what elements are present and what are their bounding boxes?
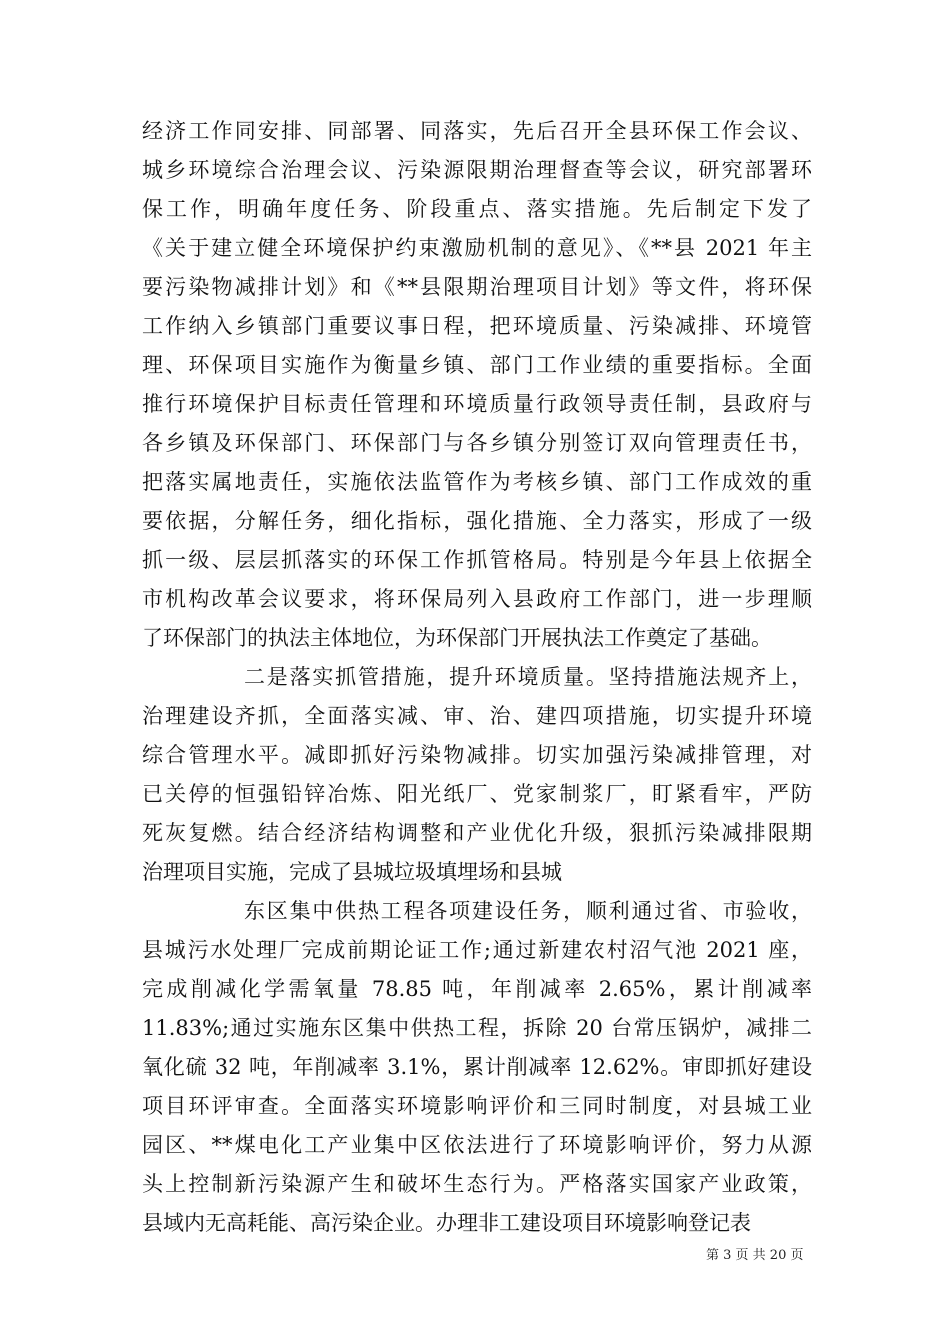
paragraph-3-line: 县域内无高耗能、高污染企业。办理非工建设项目环境影响登记表 [142,1211,751,1235]
paragraph-1-line: 经济工作同安排、同部署、同落实，先后召开全县环保工作会议、 [142,119,812,143]
paragraph-1-line: 市机构改革会议要求，将环保局列入县政府工作部门，进一步理顺 [142,587,812,611]
paragraph-2-line: 二是落实抓管措施，提升环境质量。坚持措施法规齐上， [244,665,812,689]
paragraph-1-line: 理、环保项目实施作为衡量乡镇、部门工作业绩的重要指标。全面 [142,353,812,377]
paragraph-1-line: 城乡环境综合治理会议、污染源限期治理督查等会议，研究部署环 [142,158,812,182]
paragraph-1-line: 把落实属地责任，实施依法监管作为考核乡镇、部门工作成效的重 [142,470,812,494]
paragraph-1-line: 推行环境保护目标责任管理和环境质量行政领导责任制，县政府与 [142,392,812,416]
paragraph-2-line: 综合管理水平。减即抓好污染物减排。切实加强污染减排管理，对 [142,743,812,767]
paragraph-1-line: 各乡镇及环保部门、环保部门与各乡镇分别签订双向管理责任书， [142,431,812,455]
paragraph-1-line: 工作纳入乡镇部门重要议事日程，把环境质量、污染减排、环境管 [142,314,812,338]
paragraph-1-line: 抓一级、层层抓落实的环保工作抓管格局。特别是今年县上依据全 [142,548,812,572]
paragraph-3-line: 氧化硫 32 吨，年削减率 3.1%，累计削减率 12.62%。审即抓好建设 [142,1055,812,1079]
paragraph-1-line: 《关于建立健全环境保护约束激励机制的意见》、《**县 2021 年主 [142,236,812,260]
paragraph-3-line: 头上控制新污染源产生和破坏生态行为。严格落实国家产业政策， [142,1172,812,1196]
paragraph-3-line: 园区、**煤电化工产业集中区依法进行了环境影响评价，努力从源 [142,1133,812,1157]
paragraph-1-line: 保工作，明确年度任务、阶段重点、落实措施。先后制定下发了 [142,197,812,221]
paragraph-3-line: 项目环评审查。全面落实环境影响评价和三同时制度，对县城工业 [142,1094,812,1118]
paragraph-3-line: 县城污水处理厂完成前期论证工作;通过新建农村沼气池 2021 座， [142,938,812,962]
paragraph-2-line: 治理建设齐抓，全面落实减、审、治、建四项措施，切实提升环境 [142,704,812,728]
paragraph-1-line: 了环保部门的执法主体地位，为环保部门开展执法工作奠定了基础。 [142,626,772,650]
paragraph-2-line: 已关停的恒强铅锌冶炼、阳光纸厂、党家制浆厂，盯紧看牢，严防 [142,782,812,806]
paragraph-3-line: 东区集中供热工程各项建设任务，顺利通过省、市验收， [244,899,812,923]
paragraph-2-line: 死灰复燃。结合经济结构调整和产业优化升级，狠抓污染减排限期 [142,821,812,845]
paragraph-3-line: 完成削减化学需氧量 78.85 吨，年削减率 2.65%，累计削减率 [142,977,812,1001]
paragraph-3-line: 11.83%;通过实施东区集中供热工程，拆除 20 台常压锅炉，减排二 [142,1016,812,1040]
paragraph-1-line: 要依据，分解任务，细化指标，强化措施、全力落实，形成了一级 [142,509,812,533]
paragraph-1-line: 要污染物减排计划》和《**县限期治理项目计划》等文件，将环保 [142,275,812,299]
paragraph-2-line: 治理项目实施，完成了县城垃圾填埋场和县城 [142,860,562,884]
page-number-footer: 第 3 页 共 20 页 [706,1248,804,1263]
